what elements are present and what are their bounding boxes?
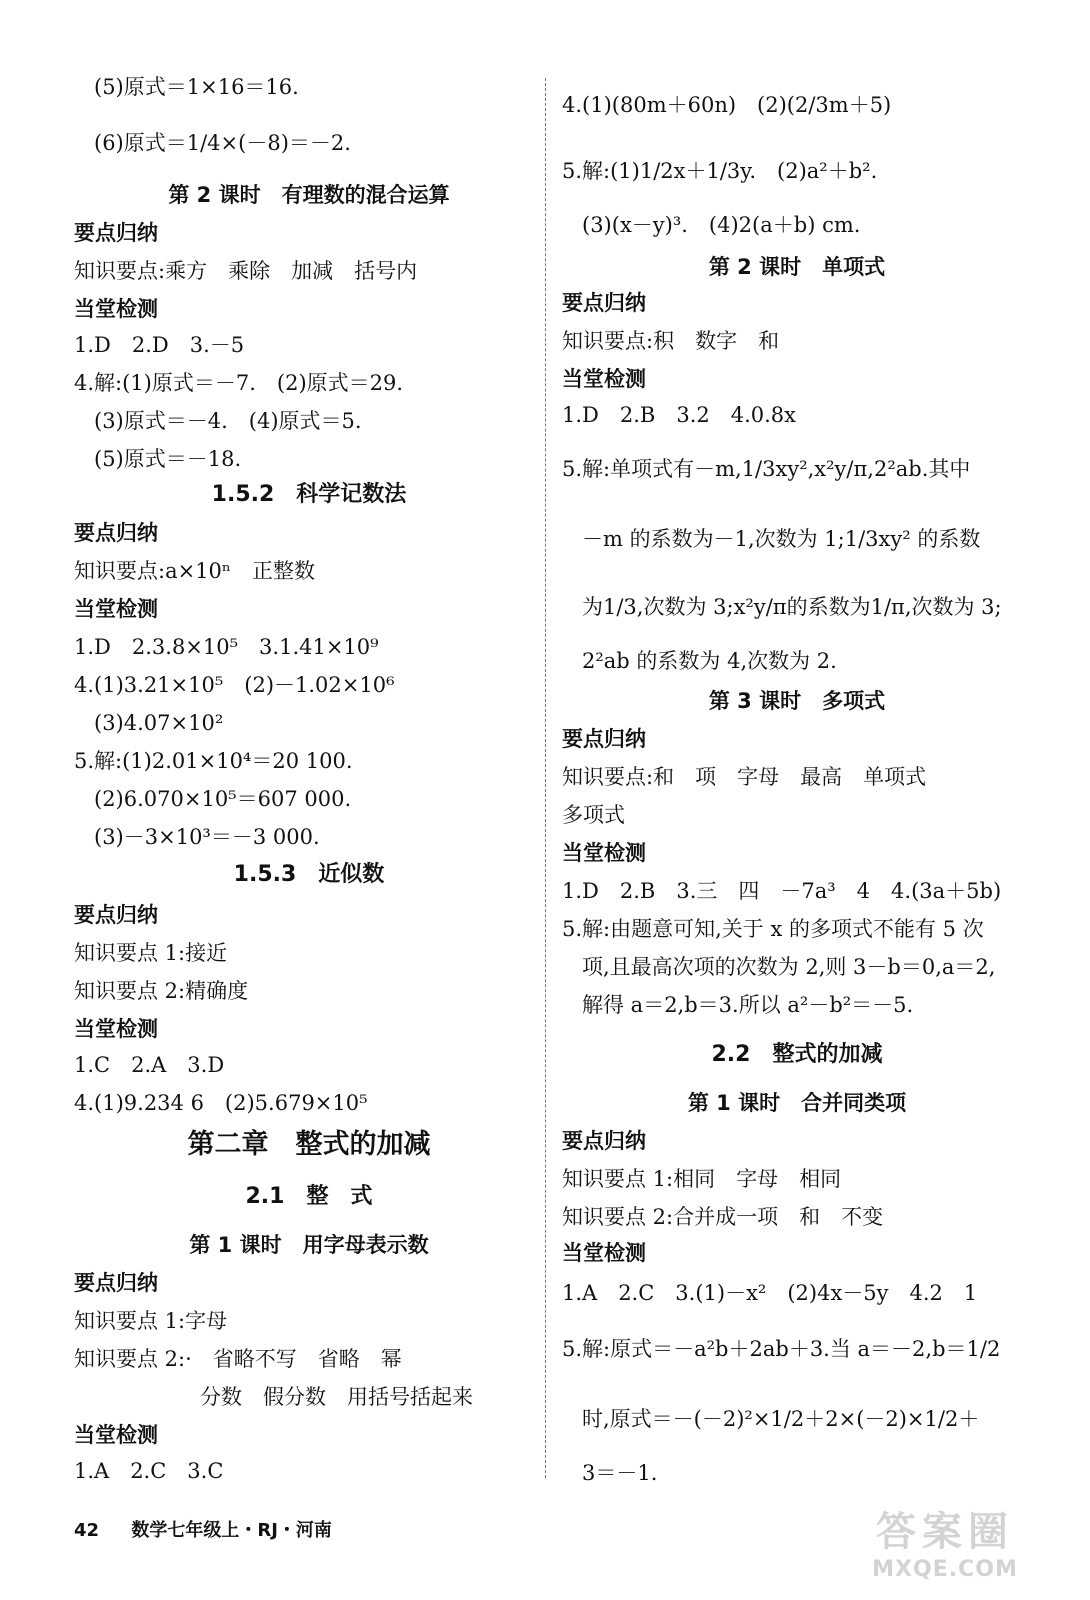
column-divider [545,78,546,1478]
text-line: 1.A 2.C 3.(1)－x² (2)4x－5y 4.2 1 [562,1281,978,1305]
text-line: 知识要点 1:字母 [74,1309,228,1333]
text-line: 知识要点:和 项 字母 最高 单项式 [562,765,927,789]
subheading: 要点归纳 [74,521,158,545]
text-line: 3＝－1. [582,1461,658,1485]
text-line: 知识要点 1:接近 [74,941,228,965]
subheading: 当堂检测 [562,1241,646,1265]
text-line: 1.D 2.D 3.－5 [74,333,245,357]
text-line: 1.A 2.C 3.C [74,1459,224,1483]
text-line: (6)原式＝1/4×(－8)＝－2. [94,131,351,155]
subheading: 当堂检测 [74,297,158,321]
watermark-text: 答案圈 [876,1509,1014,1555]
subheading: 当堂检测 [74,597,158,621]
text-line: 4.(1)(80m＋60n) (2)(2/3m＋5) [562,93,892,117]
text-line: 项,且最高次项的次数为 2,则 3－b＝0,a＝2, [582,955,996,979]
text-line: 知识要点 2:精确度 [74,979,249,1003]
text-line: (3)原式＝－4. (4)原式＝5. [94,409,362,433]
text-line: (5)原式＝－18. [94,447,242,471]
text-line: 2²ab 的系数为 4,次数为 2. [582,649,837,673]
text-line: (3)4.07×10² [94,711,224,735]
subheading: 当堂检测 [562,841,646,865]
subheading: 当堂检测 [74,1017,158,1041]
text-line: 4.解:(1)原式＝－7. (2)原式＝29. [74,371,404,395]
subheading: 要点归纳 [74,221,158,245]
section-title: 2.1 整 式 [245,1184,373,1209]
text-line: 1.D 2.3.8×10⁵ 3.1.41×10⁹ [74,635,379,659]
text-line: 5.解:由题意可知,关于 x 的多项式不能有 5 次 [562,917,984,941]
text-line: 1.C 2.A 3.D [74,1053,225,1077]
text-line: 5.解:(1)2.01×10⁴＝20 100. [74,749,353,773]
lesson-title: 第 1 课时 合并同类项 [687,1091,907,1115]
text-line: 知识要点 1:相同 字母 相同 [562,1167,842,1191]
section-title: 第 2 课时 有理数的混合运算 [168,183,450,207]
text-line: 4.(1)9.234 6 (2)5.679×10⁵ [74,1091,368,1115]
text-line: 知识要点:a×10ⁿ 正整数 [74,559,315,583]
subheading: 要点归纳 [562,291,646,315]
watermark-site: MXQE.COM [872,1557,1018,1582]
section-title: 1.5.3 近似数 [233,862,385,887]
watermark-logo [840,1500,1050,1582]
text-line: (5)原式＝1×16＝16. [94,75,299,99]
text-line: 1.D 2.B 3.2 4.0.8x [562,403,797,427]
lesson-title: 第 3 课时 多项式 [708,689,886,713]
text-line: 知识要点 2:合并成一项 和 不变 [562,1205,884,1229]
chapter-title: 第二章 整式的加减 [187,1129,431,1160]
section-title: 2.2 整式的加减 [711,1042,883,1067]
text-line: 知识要点:积 数字 和 [562,329,780,353]
subheading: 要点归纳 [562,727,646,751]
text-line: －m 的系数为－1,次数为 1;1/3xy² 的系数 [582,527,981,551]
subheading: 要点归纳 [74,903,158,927]
text-line: 为1/3,次数为 3;x²y/π的系数为1/π,次数为 3; [582,595,1002,619]
lesson-title: 第 1 课时 用字母表示数 [189,1233,429,1257]
text-line: (2)6.070×10⁵＝607 000. [94,787,352,811]
text-line: 5.解:(1)1/2x＋1/3y. (2)a²＋b². [562,159,878,183]
page-number: 42 [74,1520,100,1541]
text-line: (3)－3×10³＝－3 000. [94,825,320,849]
page-footer [74,1516,332,1542]
text-line: 时,原式＝－(－2)²×1/2＋2×(－2)×1/2＋ [582,1407,980,1431]
text-line: 多项式 [562,803,625,827]
text-line: 知识要点:乘方 乘除 加减 括号内 [74,259,418,283]
text-line: 4.(1)3.21×10⁵ (2)－1.02×10⁶ [74,673,395,697]
book-info: 数学七年级上・RJ・河南 [131,1520,332,1541]
subheading: 要点归纳 [562,1129,646,1153]
text-line: 1.D 2.B 3.三 四 －7a³ 4 4.(3a＋5b) [562,879,1002,903]
text-line: 5.解:单项式有－m,1/3xy²,x²y/π,2²ab.其中 [562,457,971,481]
section-title: 1.5.2 科学记数法 [211,482,407,507]
subheading: 当堂检测 [74,1423,158,1447]
text-line: 分数 假分数 用括号括起来 [200,1385,473,1409]
text-line: (3)(x－y)³. (4)2(a＋b) cm. [582,213,861,237]
subheading: 当堂检测 [562,367,646,391]
text-line: 解得 a＝2,b＝3.所以 a²－b²＝－5. [582,993,914,1017]
lesson-title: 第 2 课时 单项式 [708,255,886,279]
text-line: 5.解:原式＝－a²b＋2ab＋3.当 a＝－2,b＝1/2 [562,1337,1001,1361]
text-line: 知识要点 2:· 省略不写 省略 幂 [74,1347,402,1371]
subheading: 要点归纳 [74,1271,158,1295]
